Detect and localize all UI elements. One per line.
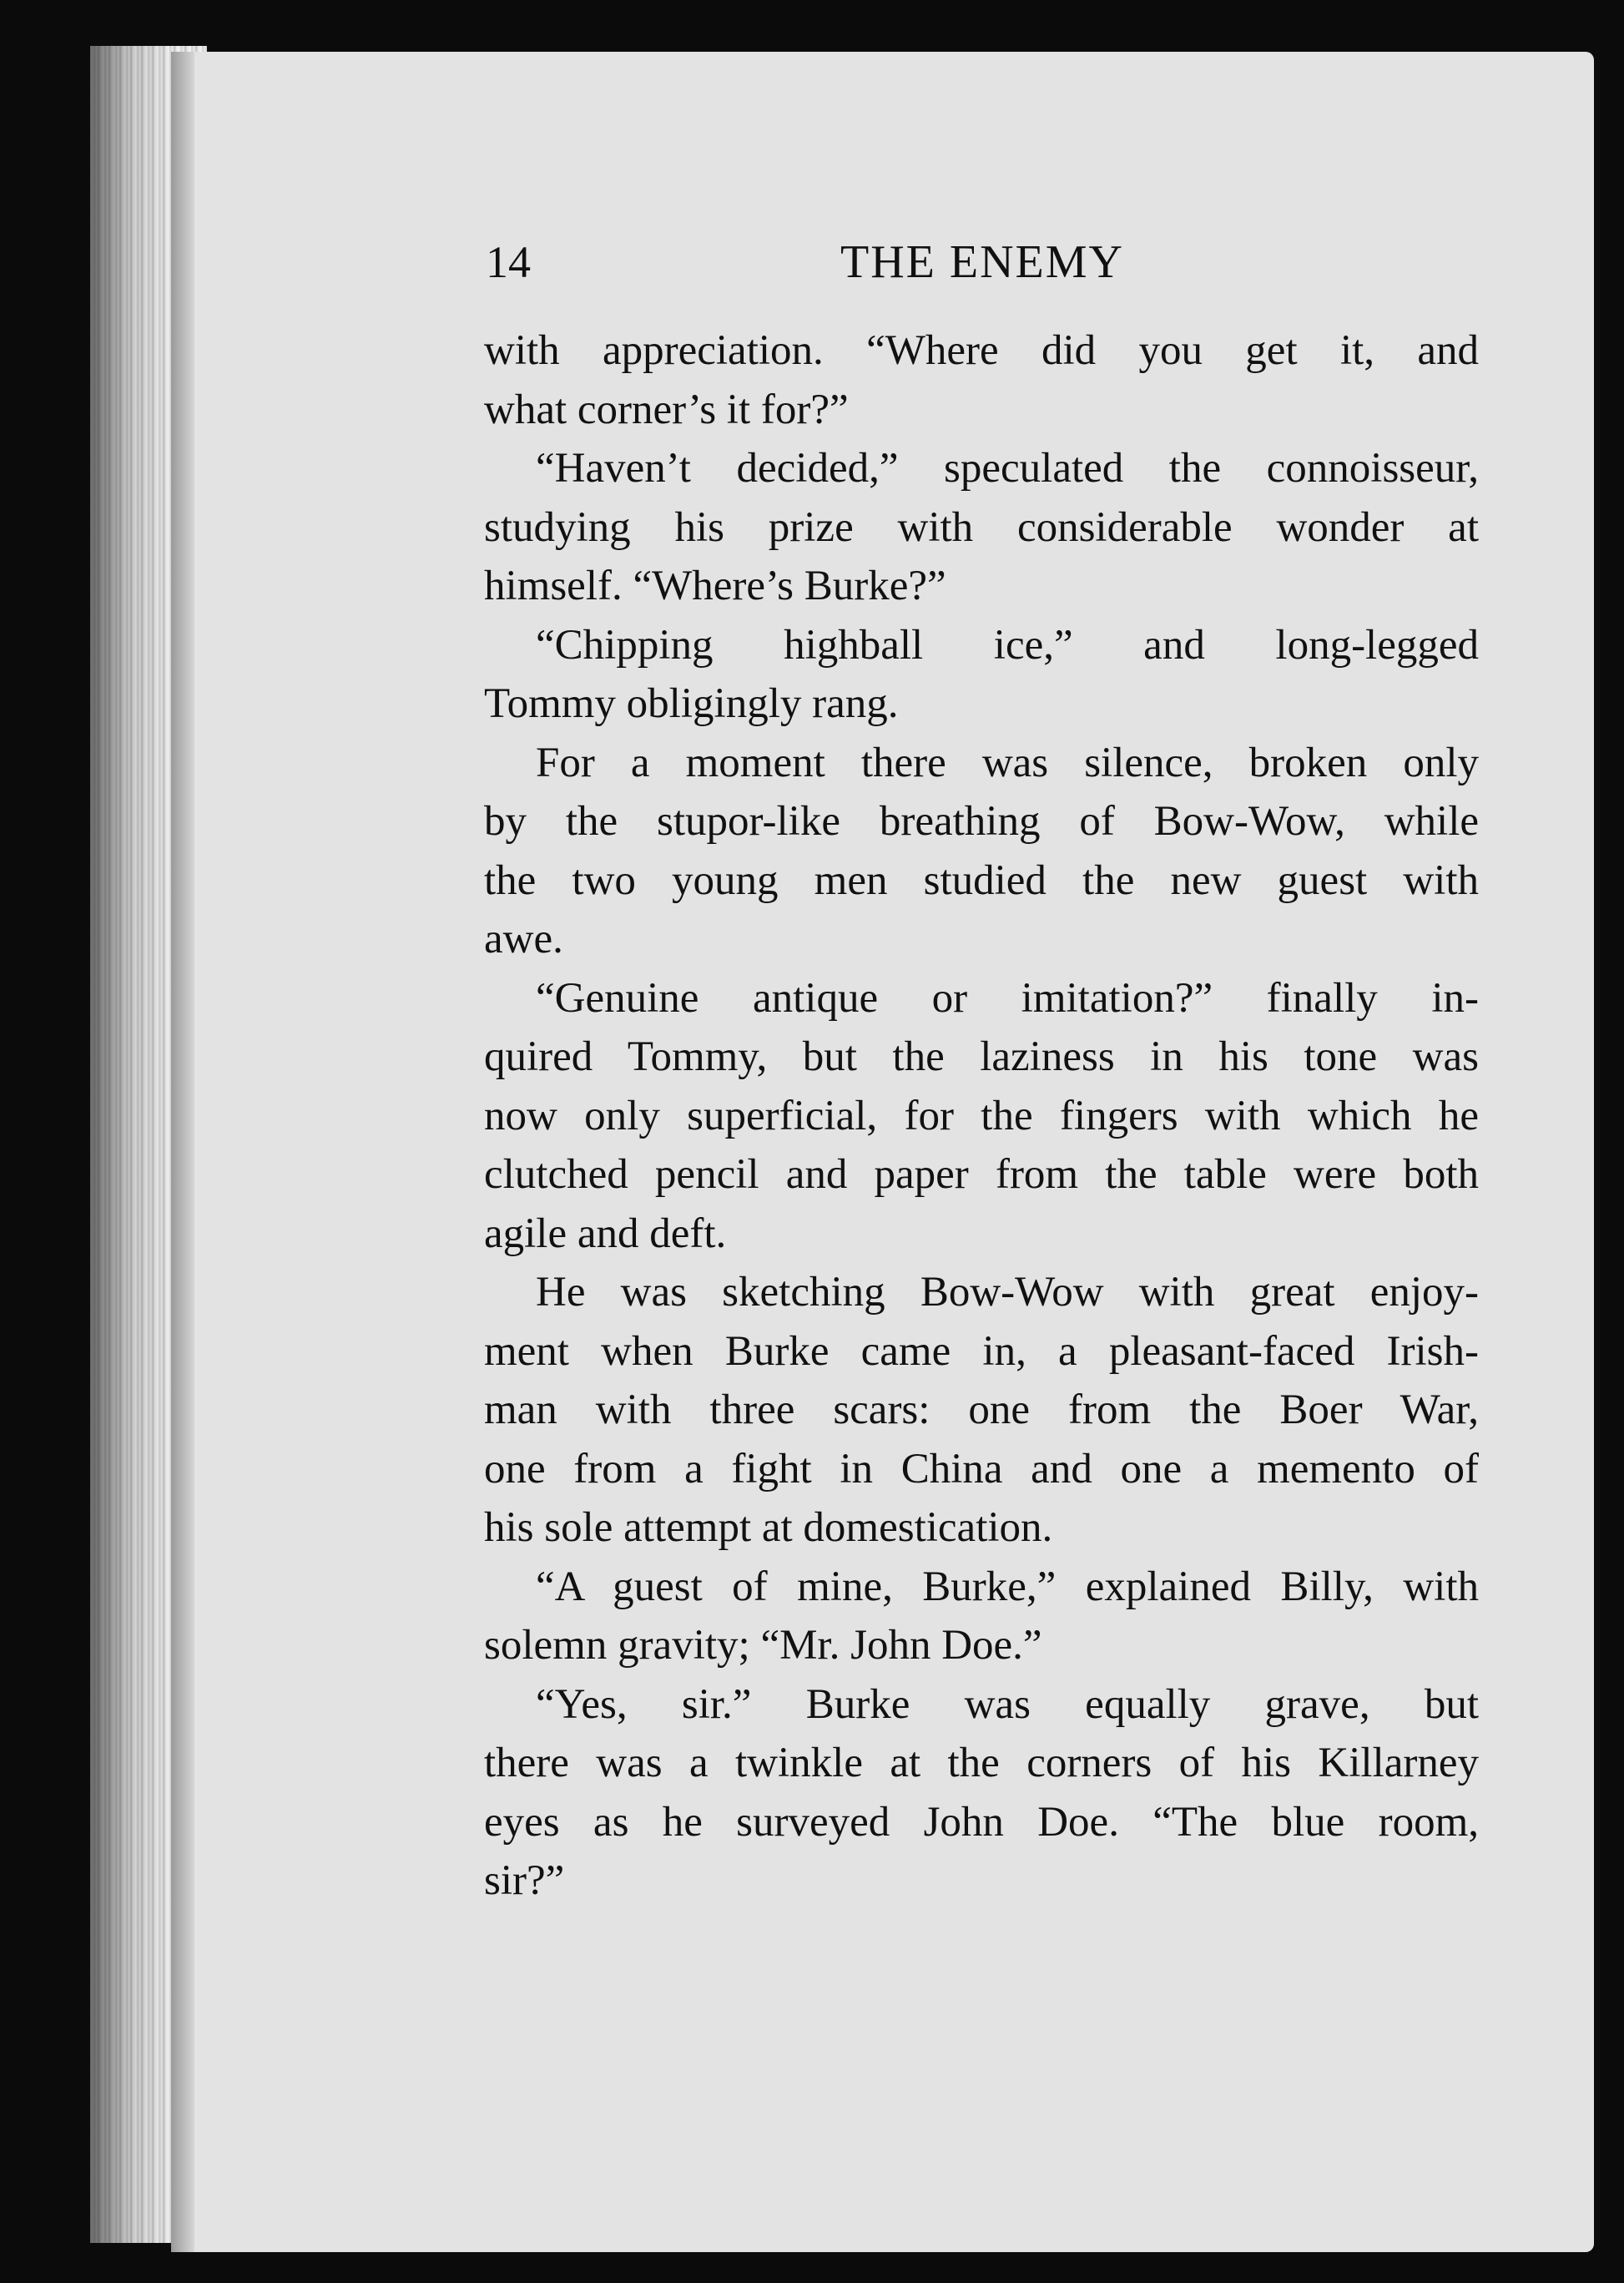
text-line: quired Tommy, but the laziness in his tone was [484, 1033, 1479, 1080]
text-line: man with three scars: one from the Boer War, [484, 1386, 1479, 1433]
text-line: “Yes, sir.” Burke was equally grave, but [536, 1680, 1479, 1728]
text-line: sir?” [484, 1857, 565, 1904]
text-line: “A guest of mine, Burke,” explained Billy, with [536, 1563, 1479, 1610]
text-line: there was a twinkle at the corners of his Killarney [484, 1740, 1479, 1786]
text-line: Tommy obligingly rang. [484, 680, 899, 727]
text-line: the two young men studied the new guest with [484, 856, 1479, 904]
text-line: solemn gravity; “Mr. John Doe.” [484, 1622, 1042, 1669]
page-number: 14 [486, 237, 531, 287]
text-line: studying his prize with considerable wonder at [484, 503, 1479, 551]
running-head: THE ENEMY [840, 236, 1124, 288]
text-line: one from a fight in China and one a memento of [484, 1445, 1479, 1493]
text-line: his sole attempt at domestication. [484, 1504, 1053, 1551]
text-line: agile and deft. [484, 1210, 727, 1257]
page-gutter [171, 52, 194, 2252]
page-header [486, 229, 1479, 295]
text-line: clutched pencil and paper from the table were both [484, 1151, 1479, 1198]
body-text [484, 321, 1479, 1911]
text-line: himself. “Where’s Burke?” [484, 563, 946, 609]
text-line: ment when Burke came in, a pleasant-faced Irish- [484, 1327, 1479, 1375]
text-line: For a moment there was silence, broken only [536, 739, 1479, 786]
text-line: “Haven’t decided,” speculated the connoisseur, [536, 445, 1479, 492]
text-line: by the stupor-like breathing of Bow-Wow, while [484, 798, 1479, 845]
text-line: awe. [484, 916, 563, 962]
text-line: “Chipping highball ice,” and long-legged [536, 621, 1479, 669]
text-line: now only superficial, for the fingers with which he [484, 1092, 1479, 1139]
text-line: what corner’s it for?” [484, 386, 849, 433]
text-line: “Genuine antique or imitation?” finally in- [536, 974, 1479, 1022]
text-line: He was sketching Bow-Wow with great enjoy- [536, 1269, 1479, 1316]
text-line: with appreciation. “Where did you get it, and [484, 327, 1479, 374]
text-line: eyes as he surveyed John Doe. “The blue room, [484, 1798, 1479, 1846]
